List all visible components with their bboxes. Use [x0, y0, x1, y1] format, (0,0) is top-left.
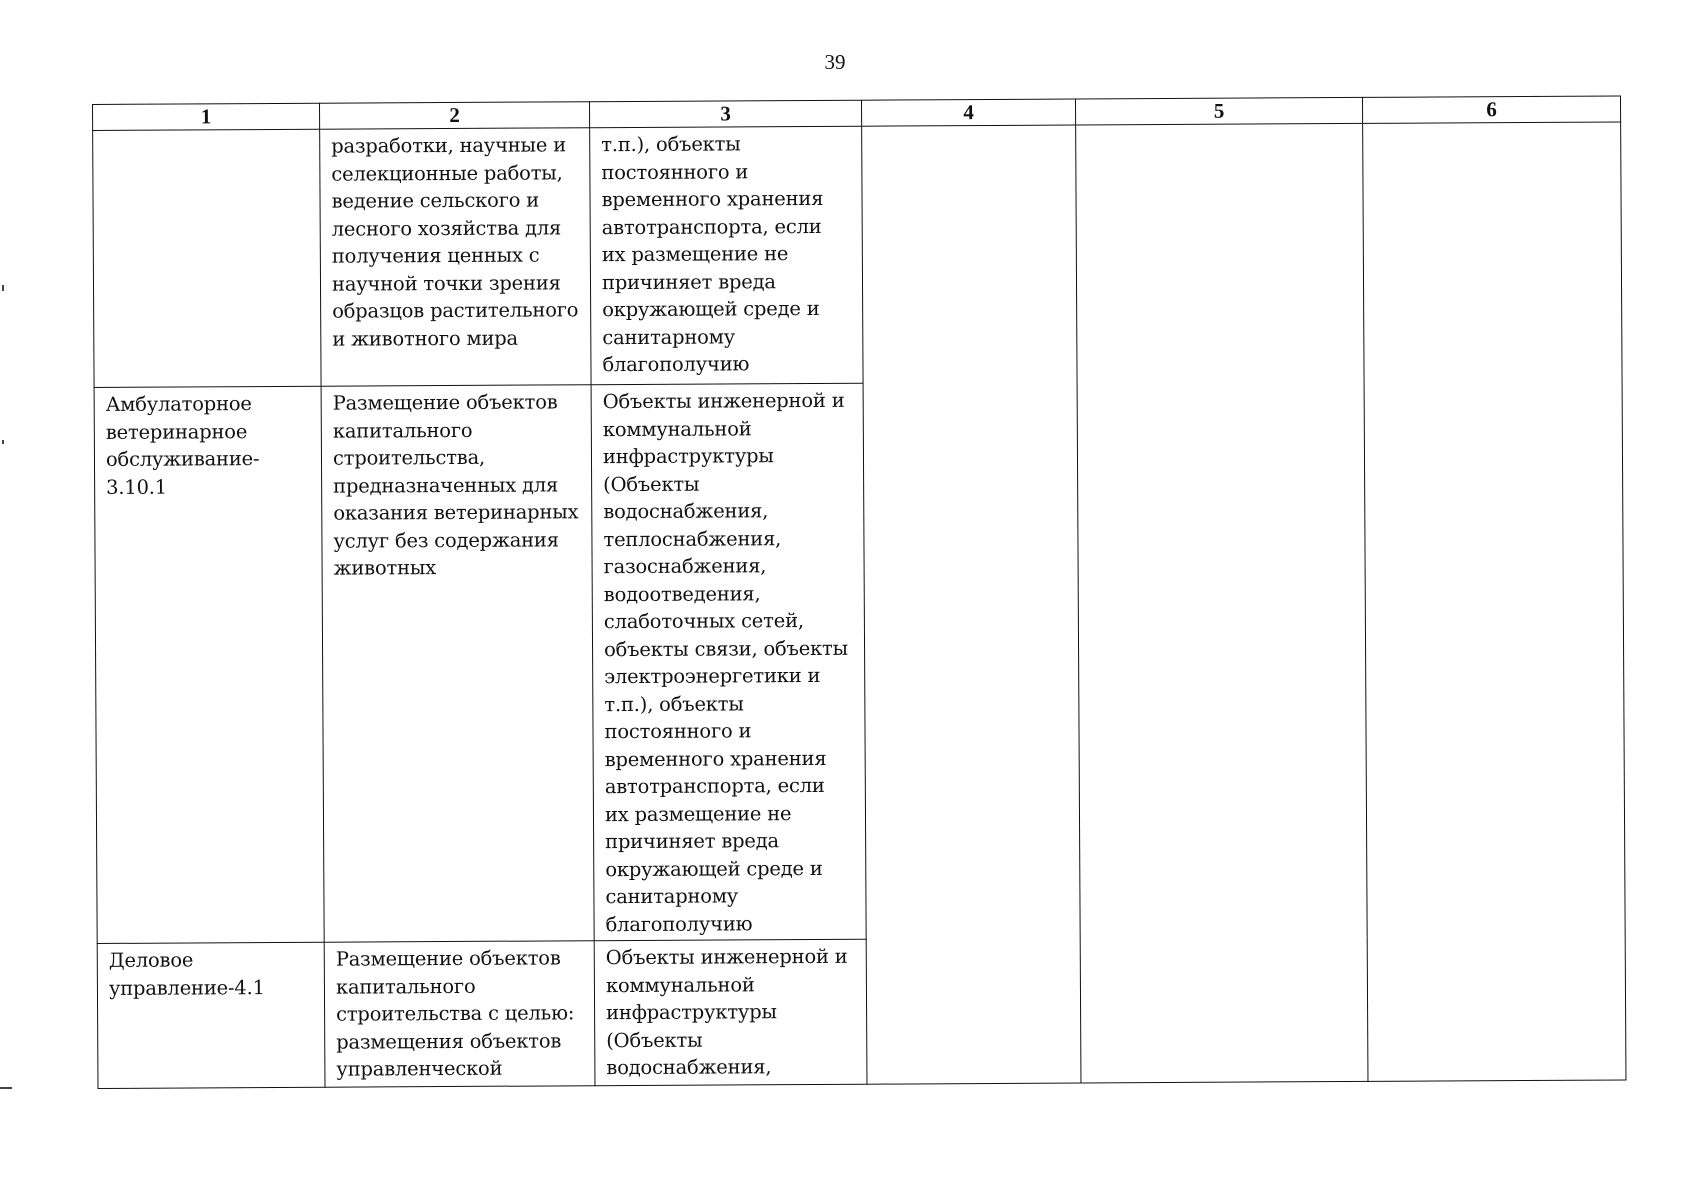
cell-text: Размещение объектов капитального строительства с целью: размещения объектов управленческой — [335, 946, 575, 1081]
header-col-3: 3 — [589, 100, 861, 128]
header-col-2: 2 — [319, 102, 589, 130]
margin-mark-left-3 — [0, 1087, 12, 1089]
cell-text: разработки, научные и селекционные работы, ведение сельского и лесного хозяйства для получения ценных с научной точки зрения образцов растительного и животного мира — [331, 133, 579, 351]
cell-text — [93, 130, 319, 134]
header-col-5: 5 — [1075, 97, 1362, 125]
table-cell-description — [324, 941, 595, 1088]
cell-text: Объекты инженерной и коммунальной инфраструктуры (Объекты водоснабжения, теплоснабжения, газоснабжения, водоотведения, слаботочных сетей, объекты связи, объекты электроэнергетики и т.п.), объекты постоянного и временного хранения автотранспорта, если их размещение не причиняет вреда окружающей среде и санитарному благополучию — [602, 388, 848, 936]
cell-text: Объекты инженерной и коммунальной инфраструктуры (Объекты водоснабжения, — [605, 944, 848, 1080]
header-col-1: 1 — [93, 103, 320, 130]
table-cell-description — [320, 128, 591, 387]
cell-text: т.п.), объекты постоянного и временного хранения автотранспорта, если их размещение не причиняет вреда окружающей среде и санитарному благополучию — [601, 132, 824, 377]
table-cell-auxiliary-uses — [590, 126, 863, 385]
table-cell-description — [321, 385, 594, 942]
header-col-6: 6 — [1362, 96, 1620, 123]
table-cell-use-type — [97, 942, 325, 1088]
table-cell-col-5 — [1076, 123, 1368, 1083]
cell-text — [862, 126, 1075, 130]
table-row — [93, 122, 1622, 388]
table-cell-use-type — [93, 129, 321, 387]
cell-text: Амбулаторное ветеринарное обслуживание- 3.10.1 — [105, 392, 260, 499]
cell-text: Деловое управление-4.1 — [108, 948, 265, 1000]
table-cell-use-type — [94, 386, 324, 943]
page-number: 39 — [824, 50, 846, 74]
table-cell-col-4 — [862, 125, 1081, 1084]
table-cell-col-6 — [1363, 122, 1626, 1081]
cell-text — [1363, 122, 1620, 126]
header-col-4: 4 — [861, 99, 1075, 126]
regulations-table-wrapper — [92, 95, 1625, 1088]
table-cell-auxiliary-uses — [591, 383, 866, 941]
cell-text: Размещение объектов капитального строительства, предназначенных для оказания ветеринарных услуг без содержания животных — [332, 390, 579, 580]
regulations-table — [92, 95, 1626, 1089]
cell-text — [1076, 124, 1362, 129]
margin-mark-left-2 — [2, 440, 4, 444]
margin-mark-left-1 — [2, 285, 4, 291]
table-cell-auxiliary-uses — [594, 939, 867, 1086]
